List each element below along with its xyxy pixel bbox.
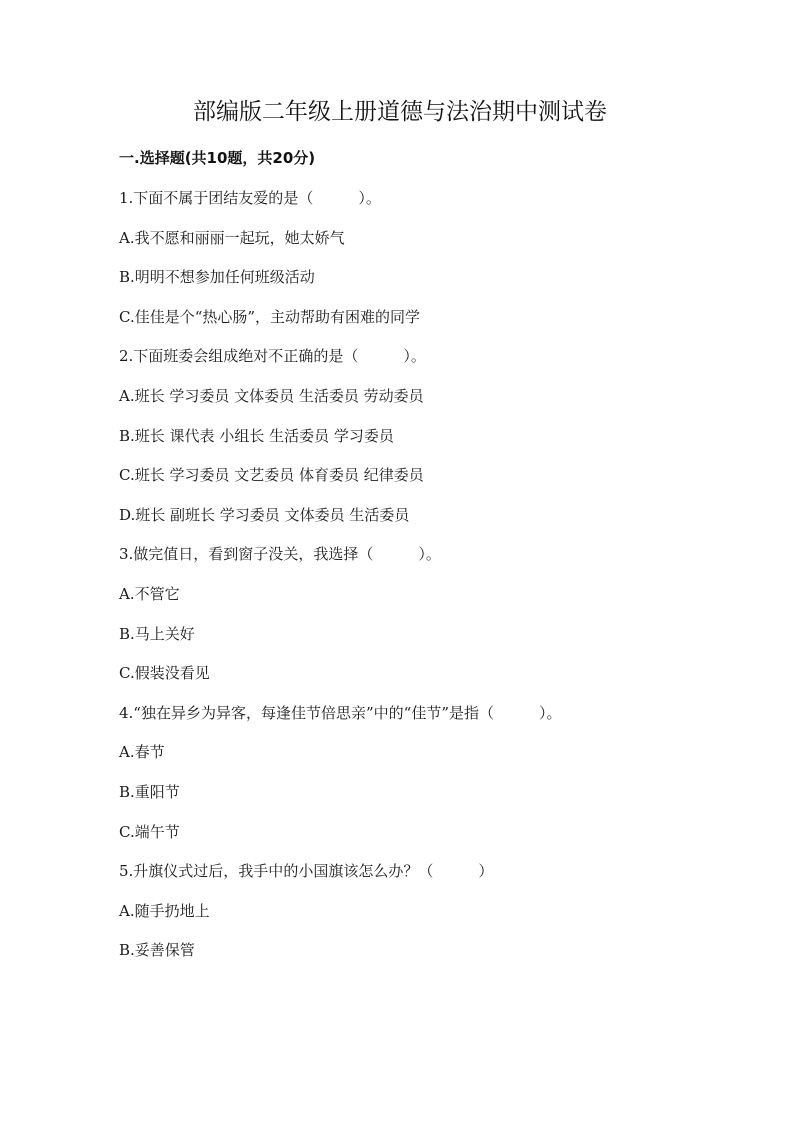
- answer-option: C.班长 学习委员 文艺委员 体育委员 纪律委员: [119, 466, 424, 484]
- answer-option: B.马上关好: [119, 625, 195, 643]
- answer-option: A.班长 学习委员 文体委员 生活委员 劳动委员: [119, 387, 424, 405]
- section-heading: 一.选择题(共10题，共20分): [119, 149, 316, 167]
- answer-option: B.妥善保管: [119, 941, 195, 959]
- answer-option: A.我不愿和丽丽一起玩，她太娇气: [119, 229, 345, 247]
- answer-option: C.佳佳是个“热心肠”，主动帮助有困难的同学: [119, 308, 421, 326]
- answer-option: A.不管它: [119, 585, 180, 603]
- question-stem: 5.升旗仪式过后，我手中的小国旗该怎么办？（ ）: [119, 862, 494, 880]
- answer-option: C.假装没看见: [119, 664, 210, 682]
- answer-option: A.春节: [119, 743, 165, 761]
- question-stem: 3.做完值日，看到窗子没关，我选择（ ）。: [119, 545, 441, 563]
- exam-title: 部编版二年级上册道德与法治期中测试卷: [193, 99, 607, 125]
- question-stem: 1.下面不属于团结友爱的是（ ）。: [119, 189, 381, 207]
- answer-option: A.随手扔地上: [119, 902, 210, 920]
- answer-option: B.重阳节: [119, 783, 180, 801]
- answer-option: B.班长 课代表 小组长 生活委员 学习委员: [119, 427, 394, 445]
- question-stem: 2.下面班委会组成绝对不正确的是（ ）。: [119, 347, 426, 365]
- question-stem: 4.“独在异乡为异客，每逢佳节倍思亲”中的“佳节”是指（ ）。: [119, 704, 562, 722]
- answer-option: D.班长 副班长 学习委员 文体委员 生活委员: [119, 506, 410, 524]
- answer-option: B.明明不想参加任何班级活动: [119, 268, 315, 286]
- answer-option: C.端午节: [119, 823, 180, 841]
